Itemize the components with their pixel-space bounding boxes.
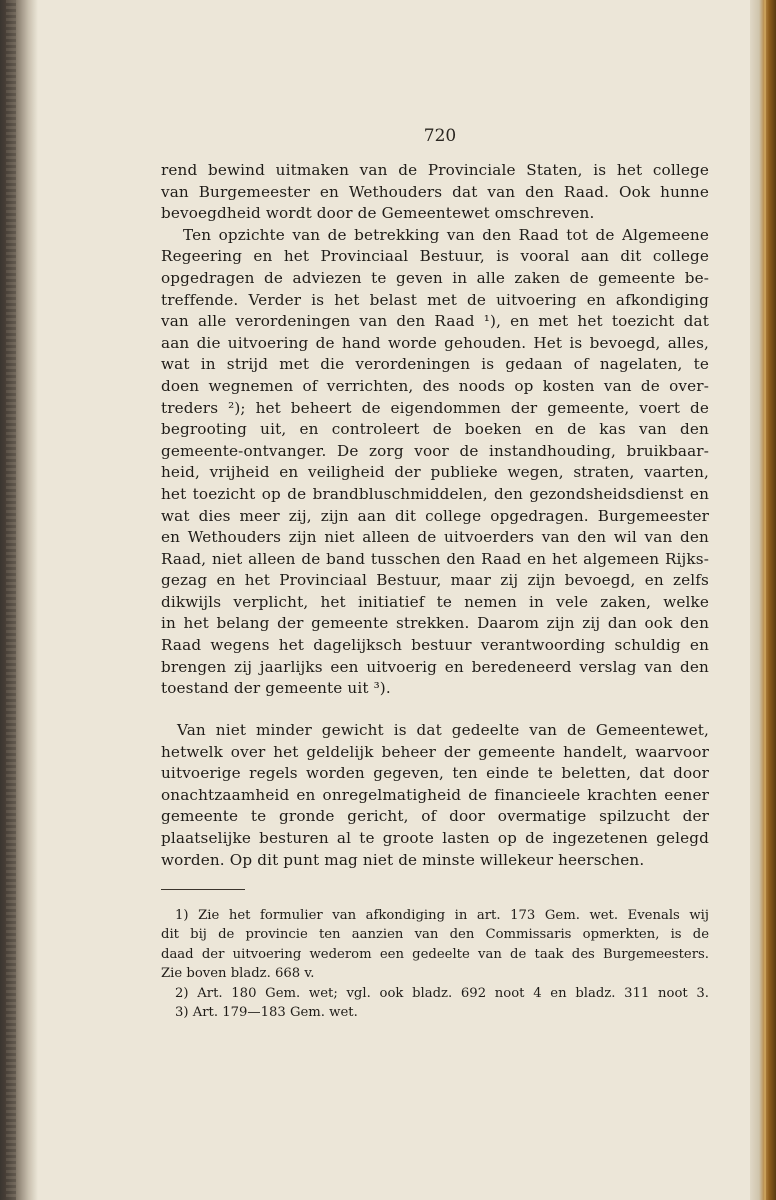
body-line: onachtzaamheid en onregelmatigheid de financieele krachten eener — [161, 785, 709, 804]
body-line: plaatselijke besturen al te groote lasten op de ingezetenen gelegd — [161, 828, 709, 847]
body-line: gezag en het Provinciaal Bestuur, maar zij zijn bevoegd, en zelfs — [161, 571, 709, 590]
body-line: Raad, niet alleen de band tusschen den Raad en het algemeen Rijks- — [161, 549, 709, 568]
body-line: bevoegdheid wordt door de Gemeentewet omschreven. — [161, 204, 595, 223]
body-line: gemeente te gronde gericht, of door overmatige spilzucht der — [161, 807, 709, 826]
body-line: heid, vrijheid en veiligheid der publieke wegen, straten, vaarten, — [161, 463, 709, 482]
body-line: en Wethouders zijn niet alleen de uitvoerders van den wil van den — [161, 528, 709, 547]
binding-edge — [6, 0, 16, 1200]
body-line: toestand der gemeente uit ³). — [161, 679, 391, 698]
body-line: wat dies meer zij, zijn aan dit college opgedragen. Burgemeester — [161, 506, 709, 525]
body-line: het toezicht op de brandbluschmiddelen, den gezondsheidsdienst en — [161, 484, 709, 503]
body-line: van alle verordeningen van den Raad ¹), en met het toezicht dat — [161, 312, 709, 331]
body-line: opgedragen de adviezen te geven in alle zaken de gemeente be- — [161, 268, 709, 287]
body-line: worden. Op dit punt mag niet de minste willekeur heerschen. — [161, 850, 645, 869]
body-line: van Burgemeester en Wethouders dat van den Raad. Ook hunne — [161, 182, 709, 201]
page-number: 720 — [423, 126, 457, 146]
body-line: wat in strijd met die verordeningen is gedaan of nagelaten, te — [161, 355, 709, 374]
footnote-line: daad der uitvoering wederom een gedeelte van de taak des Burgemeesters. — [161, 946, 709, 962]
body-line: hetwelk over het geldelijk beheer der gemeente handelt, waarvoor — [161, 742, 709, 761]
body-line: brengen zij jaarlijks een uitvoerig en beredeneerd verslag van den — [161, 657, 709, 676]
footnote-divider — [161, 889, 245, 890]
body-line: begrooting uit, en controleert de boeken en de kas van den — [161, 420, 709, 439]
body-line: treffende. Verder is het belast met de uitvoering en afkondiging — [161, 290, 709, 309]
footnote-line: Zie boven bladz. 668 v. — [161, 966, 315, 982]
body-text-top — [161, 160, 709, 700]
page-edge — [750, 0, 776, 1200]
body-line: rend bewind uitmaken van de Provinciale Staten, is het college — [161, 161, 709, 179]
body-line: aan die uitvoering de hand worde gehouden. Het is bevoegd, alles, — [161, 333, 709, 352]
body-line: dikwijls verplicht, het initiatief te nemen in vele zaken, welke — [161, 592, 709, 611]
body-line: in het belang der gemeente strekken. Daarom zijn zij dan ook den — [161, 614, 709, 633]
body-line: gemeente-ontvanger. De zorg voor de instandhouding, bruikbaar- — [161, 441, 709, 460]
body-line: doen wegnemen of verrichten, des noods op kosten van de over- — [161, 376, 709, 395]
footnote-line: dit bij de provincie ten aanzien van den Commissaris opmerkten, is de — [161, 927, 709, 943]
body-line: Regeering en het Provinciaal Bestuur, is vooral aan dit college — [161, 247, 709, 266]
body-line: Van niet minder gewicht is dat gedeelte van de Gemeentewet, — [177, 721, 709, 739]
page-edge-line — [764, 0, 766, 1200]
body-text-bottom — [161, 720, 709, 871]
footnotes — [161, 906, 709, 1022]
body-line: treders ²); het beheert de eigendommen der gemeente, voert de — [161, 398, 709, 417]
body-line: Ten opzichte van de betrekking van den Raad tot de Algemeene — [183, 225, 709, 244]
footnote-line: 3) Art. 179—183 Gem. wet. — [175, 1005, 358, 1021]
footnote-line: 2) Art. 180 Gem. wet; vgl. ook bladz. 692 noot 4 en bladz. 311 noot 3. — [175, 985, 709, 1001]
body-line: uitvoerige regels worden gegeven, ten einde te beletten, dat door — [161, 764, 709, 783]
body-line: Raad wegens het dagelijksch bestuur verantwoording schuldig en — [161, 636, 709, 655]
footnote-line: 1) Zie het formulier van afkondiging in art. 173 Gem. wet. Evenals wij — [175, 908, 709, 923]
